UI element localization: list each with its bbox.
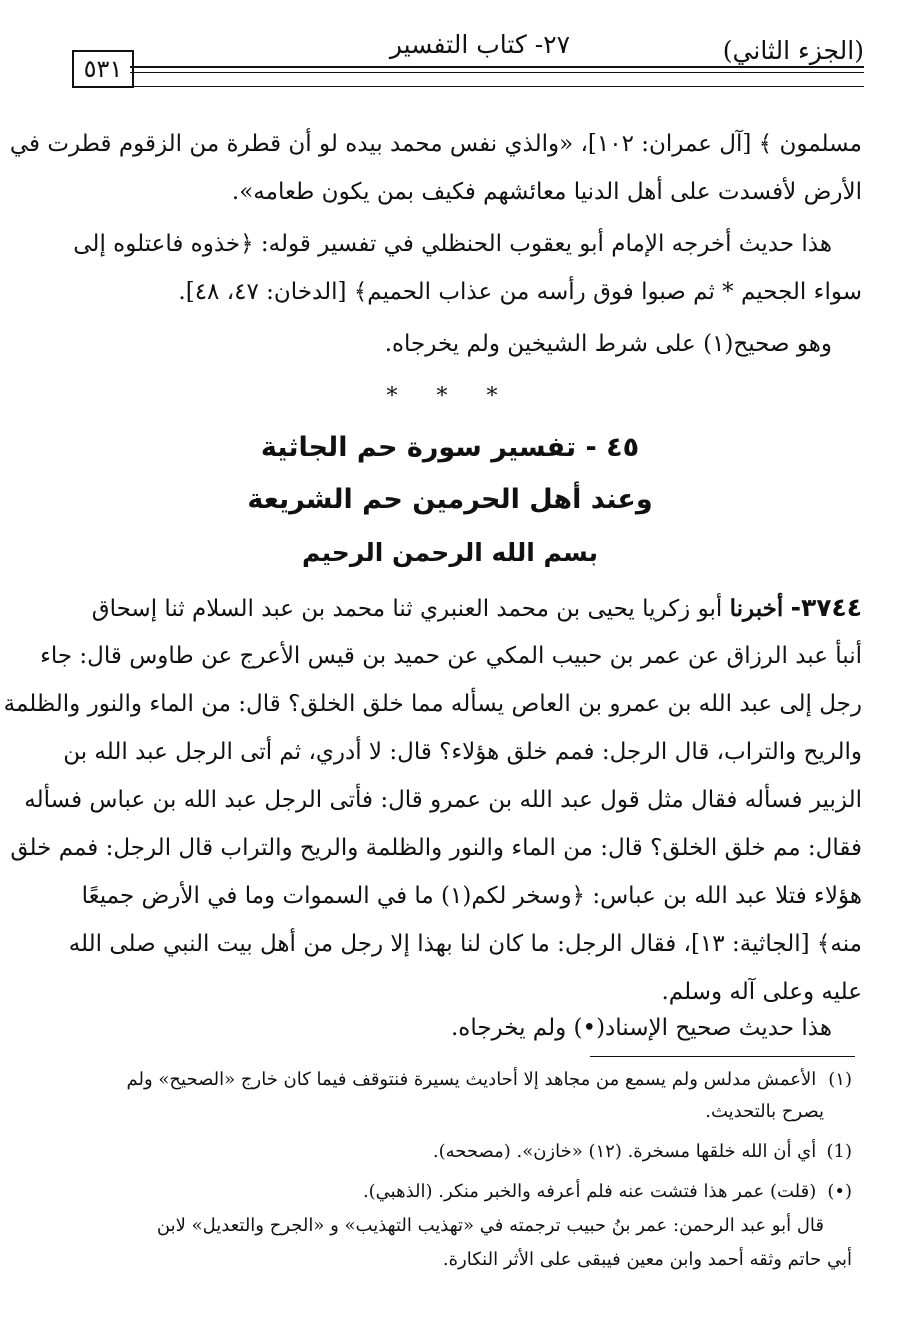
footnote: [62, 1178, 852, 1206]
footnote-text: أي أن الله خلقها مسخرة. (١٢) «خازن». (مصححه).: [432, 1141, 817, 1162]
hadith-line: رجل إلى عبد الله بن عمرو بن العاص يسأله مما خلق الخلق؟ قال: من الماء والنور والظلمة: [3, 691, 862, 717]
hadith-number: ٣٧٤٤-: [790, 593, 862, 622]
hadith-line: منه﴾ [الجاثية: ١٣]، فقال الرجل: ما كان لنا بهذا إلا رجل من أهل بيت النبي صلى الله: [68, 931, 862, 957]
header-rule-lower: [72, 86, 864, 87]
footnote-rule: [590, 1056, 855, 1057]
surah-title: ٤٥ - تفسير سورة حم الجاثية: [260, 432, 640, 463]
footnote-note: قال أبو عبد الرحمن: عمر بنُ حبيب ترجمته في «تهذيب التهذيب» و «الجرح والتعديل» لابن: [156, 1215, 824, 1236]
hadith-lead: أخبرنا: [729, 595, 784, 622]
footnote-text: الأعمش مدلس ولم يسمع من مجاهد إلا أحاديث يسيرة فنتوقف فيما كان خارج «الصحيح» ولم: [126, 1069, 817, 1090]
page-number: ٥٣١: [72, 50, 134, 88]
hadith-line: الزبير فسأله فقال مثل قول عبد الله بن عمرو قال: فأتى الرجل عبد الله بن عباس فسأله: [24, 787, 862, 813]
body-line: هذا حديث أخرجه الإمام أبو يعقوب الحنظلي في تفسير قوله: ﴿خذوه فاعتلوه إلى: [73, 231, 832, 257]
hadith-line: والريح والتراب، قال الرجل: فمم خلق هؤلاء؟ قال: لا أدري، ثم أتى الرجل عبد الله بن: [63, 739, 862, 765]
hadith-grading: هذا حديث صحيح الإسناد(•) ولم يخرجاه.: [450, 1015, 832, 1041]
hadith-line: عليه وعلى آله وسلم.: [661, 979, 862, 1005]
hadith-first-line: [62, 590, 862, 627]
hadith-text: أبو زكريا يحيى بن محمد العنبري ثنا محمد بن عبد السلام ثنا إسحاق: [91, 596, 723, 622]
footnote-marker: (1): [826, 1141, 852, 1162]
footnote-text: (قلت) عمر هذا فتشت عنه فلم أعرفه والخبر منكر. (الذهبي).: [362, 1181, 817, 1202]
volume-label: (الجزء الثاني): [722, 36, 864, 65]
hadith-line: فقال: مم خلق الخلق؟ قال: من الماء والنور والظلمة والريح والتراب قال الرجل: فمم خلق: [10, 835, 862, 861]
book-chapter-title: ٢٧- كتاب التفسير: [389, 30, 571, 59]
footnote: [62, 1066, 852, 1094]
body-line: مسلمون ﴾ [آل عمران: ١٠٢]، «والذي نفس محمد بيده لو أن قطرة من الزقوم قطرت في: [9, 131, 862, 157]
footnote-marker: (•): [827, 1181, 852, 1202]
section-separator: * * *: [386, 384, 514, 409]
hadith-line: أنبأ عبد الرزاق عن عمر بن حبيب المكي عن حميد بن قيس الأعرج عن طاوس قال: جاء: [40, 643, 862, 669]
header-rule-thin: [130, 72, 864, 73]
hadith-line: هؤلاء فتلا عبد الله بن عباس: ﴿وسخر لكم(١) ما في السموات وما في الأرض جميعًا: [81, 883, 862, 909]
basmala: بسم الله الرحمن الرحيم: [302, 538, 598, 567]
body-line: الأرض لأفسدت على أهل الدنيا معائشهم فكيف بمن يكون طعامه».: [231, 179, 862, 205]
footnote-marker: (١): [828, 1069, 852, 1090]
body-line: وهو صحيح(١) على شرط الشيخين ولم يخرجاه.: [384, 331, 832, 357]
footnote: [62, 1138, 852, 1166]
header-rule: [130, 66, 864, 68]
body-line: سواء الجحيم * ثم صبوا فوق رأسه من عذاب الحميم﴾ [الدخان: ٤٧، ٤٨].: [178, 279, 862, 305]
surah-subtitle: وعند أهل الحرمين حم الشريعة: [247, 484, 653, 515]
footnote-continuation: أبي حاتم وثقه أحمد وابن معين فيبقى على الأثر النكارة.: [442, 1249, 852, 1270]
footnote-continuation: يصرح بالتحديث.: [705, 1101, 824, 1122]
